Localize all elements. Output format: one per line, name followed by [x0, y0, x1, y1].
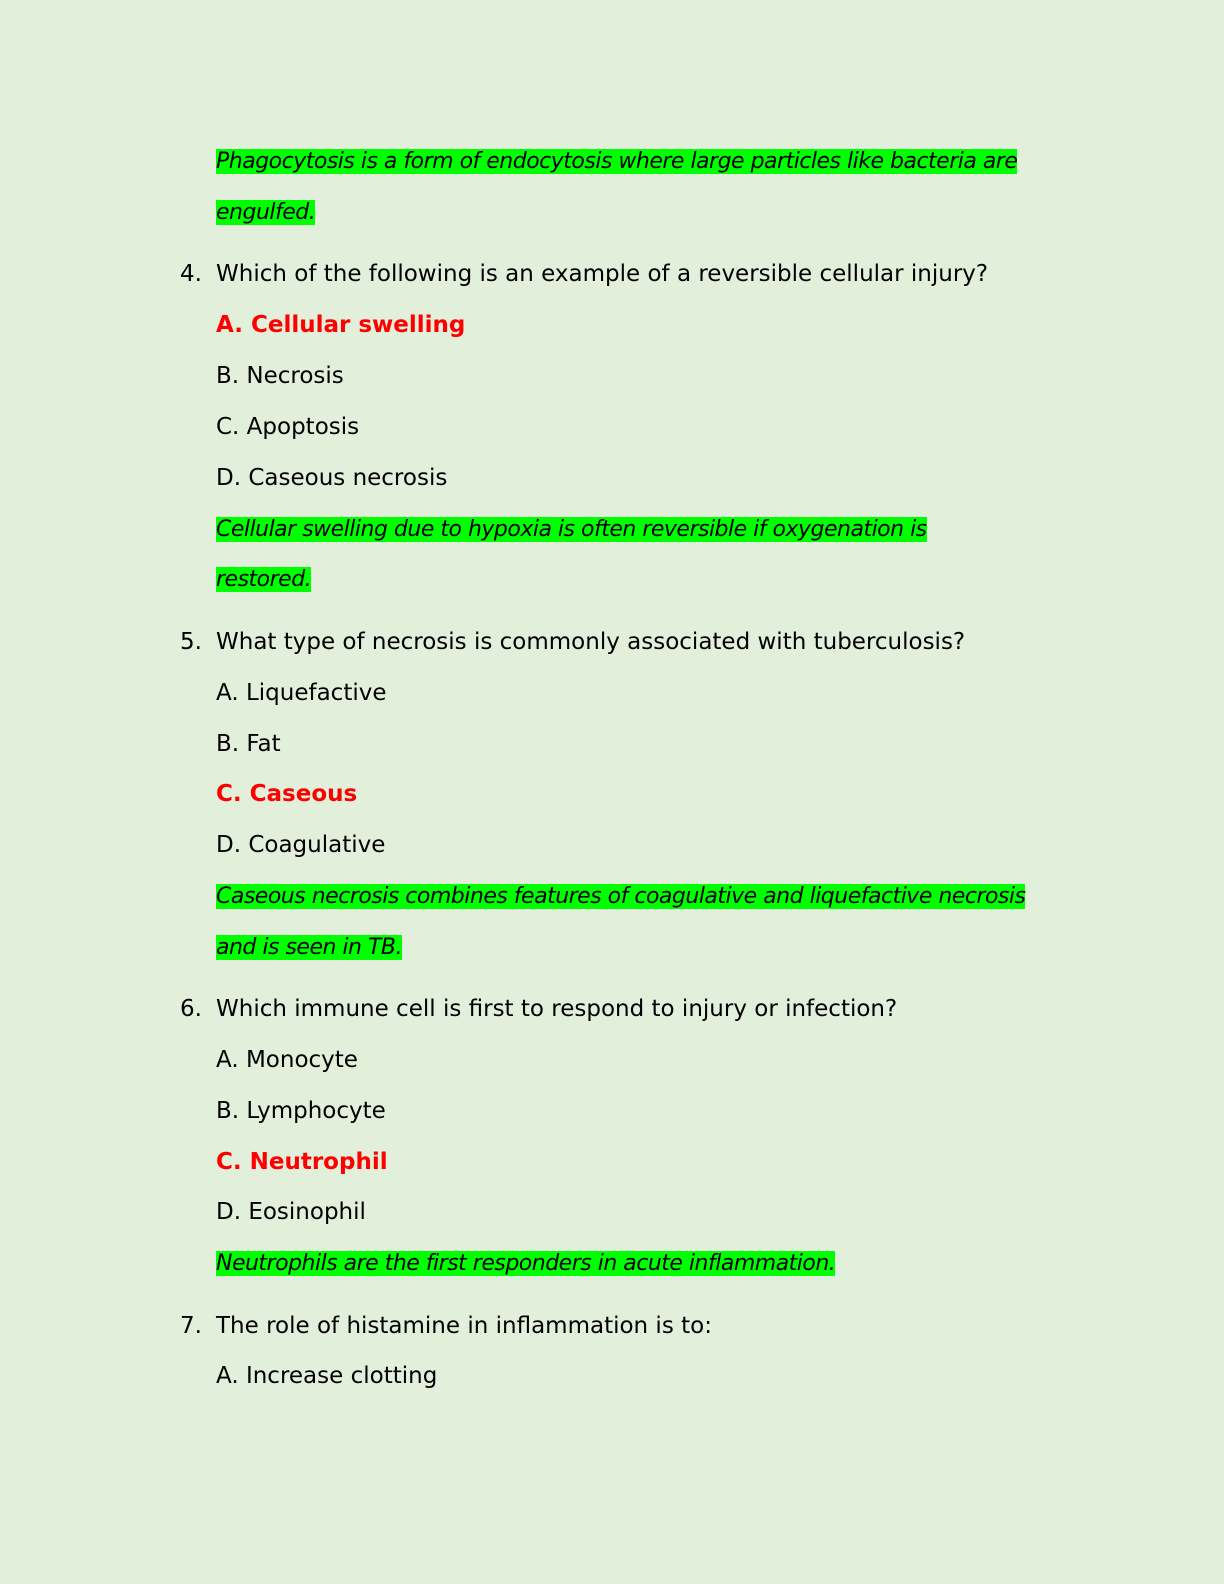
explanation-highlight: Caseous necrosis combines features of coagulative and liquefactive necrosis	[216, 884, 1026, 909]
explanation-line	[216, 930, 402, 965]
explanation-highlight: Neutrophils are the first responders in acute inflammation.	[216, 1251, 836, 1276]
answer-option: C. Apoptosis	[216, 414, 360, 440]
answer-option: B. Fat	[216, 731, 281, 757]
explanation-highlight: and is seen in TB.	[216, 935, 402, 960]
explanation-line	[216, 562, 311, 597]
question-number: 4.	[180, 261, 202, 287]
explanation-line	[216, 195, 315, 230]
answer-option: D. Caseous necrosis	[216, 465, 448, 491]
question-number: 6.	[180, 996, 202, 1022]
answer-option: A. Liquefactive	[216, 680, 387, 706]
answer-option: D. Eosinophil	[216, 1199, 366, 1225]
answer-option-correct: C. Caseous	[216, 781, 358, 807]
explanation-line	[216, 1246, 835, 1281]
answer-option-correct: A. Cellular swelling	[216, 312, 466, 338]
explanation-highlight: engulfed.	[216, 200, 316, 225]
answer-option: B. Necrosis	[216, 363, 344, 389]
answer-option: A. Increase clotting	[216, 1363, 438, 1389]
question-number: 7.	[180, 1313, 202, 1339]
explanation-line	[216, 512, 927, 547]
question-text: Which immune cell is first to respond to injury or infection?	[216, 996, 898, 1022]
answer-option: D. Coagulative	[216, 832, 386, 858]
explanation-highlight: restored.	[216, 567, 312, 592]
question-text: What type of necrosis is commonly associated with tuberculosis?	[216, 629, 966, 655]
explanation-highlight: Phagocytosis is a form of endocytosis where large particles like bacteria are	[216, 149, 1018, 174]
answer-option: A. Monocyte	[216, 1047, 358, 1073]
explanation-highlight: Cellular swelling due to hypoxia is often reversible if oxygenation is	[216, 517, 927, 542]
explanation-line	[216, 144, 1017, 179]
answer-option-correct: C. Neutrophil	[216, 1149, 388, 1175]
question-number: 5.	[180, 629, 202, 655]
answer-option: B. Lymphocyte	[216, 1098, 386, 1124]
explanation-line	[216, 879, 1025, 914]
question-text: The role of histamine in inflammation is to:	[216, 1313, 712, 1339]
question-text: Which of the following is an example of a reversible cellular injury?	[216, 261, 989, 287]
